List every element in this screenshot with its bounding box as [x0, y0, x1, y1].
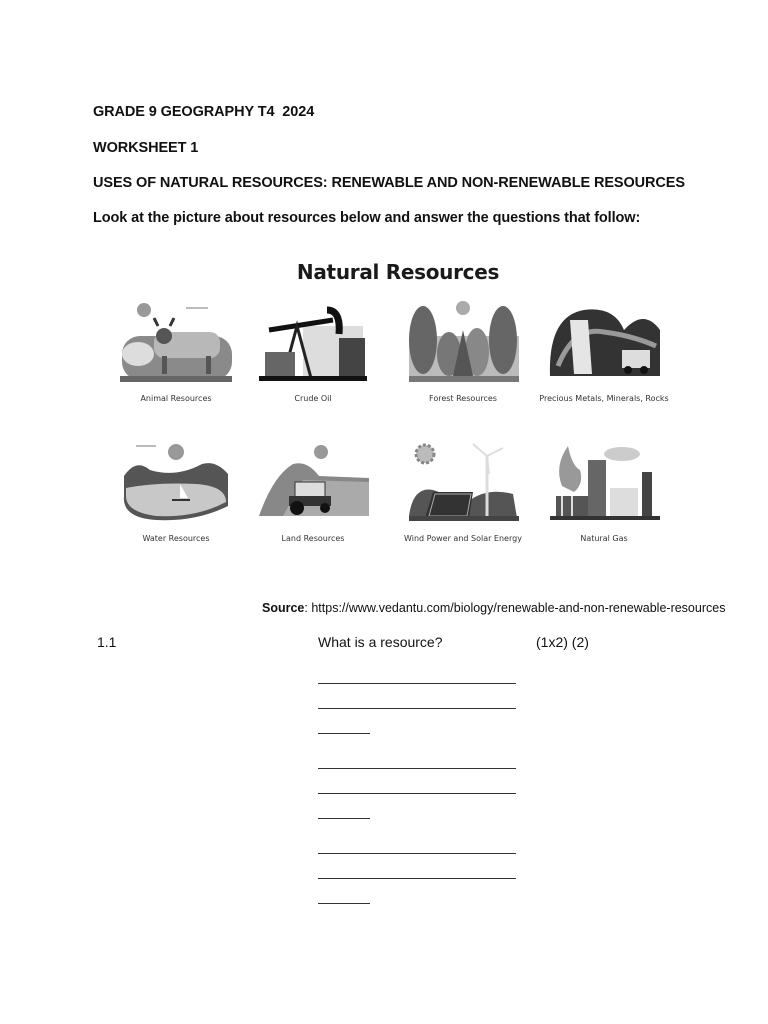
tractor-field-icon — [253, 436, 373, 528]
lake-icon — [116, 436, 236, 528]
source-url[interactable]: https://www.vedantu.com/biology/renewable-and-non-renewable-resources — [311, 601, 726, 615]
answer-line[interactable] — [318, 733, 370, 734]
tile-forest-resources — [393, 296, 533, 403]
answer-line[interactable] — [318, 793, 516, 794]
tile-label: Natural Gas — [580, 534, 628, 543]
worksheet-number: WORKSHEET 1 — [93, 140, 199, 156]
tile-wind-solar — [393, 436, 533, 543]
figure-title: Natural Resources — [296, 260, 500, 284]
answer-line[interactable] — [318, 903, 370, 904]
wind-solar-icon — [403, 436, 523, 528]
tile-crude-oil — [243, 296, 383, 403]
source-citation — [262, 601, 725, 615]
oil-pump-icon — [253, 296, 373, 388]
natural-resources-figure — [108, 258, 688, 568]
answer-line[interactable] — [318, 878, 516, 879]
answer-line[interactable] — [318, 853, 516, 854]
mining-icon — [544, 296, 664, 388]
gas-factory-icon — [544, 436, 664, 528]
tile-label: Land Resources — [281, 534, 345, 543]
worksheet-grade-title: GRADE 9 GEOGRAPHY T4 2024 — [93, 104, 315, 120]
tile-animal-resources — [106, 296, 246, 403]
instruction-text: Look at the picture about resources below and answer the questions that follow: — [93, 210, 641, 226]
worksheet-topic: USES OF NATURAL RESOURCES: RENEWABLE AND NON-RENEWABLE RESOURCES — [93, 175, 685, 191]
tile-label: Animal Resources — [140, 394, 212, 403]
cow-icon — [116, 296, 236, 388]
answer-line[interactable] — [318, 708, 516, 709]
answer-line[interactable] — [318, 768, 516, 769]
question-text: What is a resource? — [318, 634, 443, 650]
tile-precious-metals — [534, 296, 674, 403]
tile-water-resources — [106, 436, 246, 543]
tile-land-resources — [243, 436, 383, 543]
tile-label: Crude Oil — [294, 394, 332, 403]
answer-line[interactable] — [318, 818, 370, 819]
tile-label: Wind Power and Solar Energy — [404, 534, 522, 543]
tile-label: Forest Resources — [429, 394, 497, 403]
tile-label: Precious Metals, Minerals, Rocks — [539, 394, 669, 403]
tile-label: Water Resources — [142, 534, 210, 543]
answer-line[interactable] — [318, 683, 516, 684]
question-marks: (1x2) (2) — [536, 634, 589, 650]
source-label: Source — [262, 601, 305, 615]
tile-natural-gas — [534, 436, 674, 543]
source-separator: : — [304, 601, 312, 615]
question-number: 1.1 — [97, 634, 117, 650]
forest-icon — [403, 296, 523, 388]
